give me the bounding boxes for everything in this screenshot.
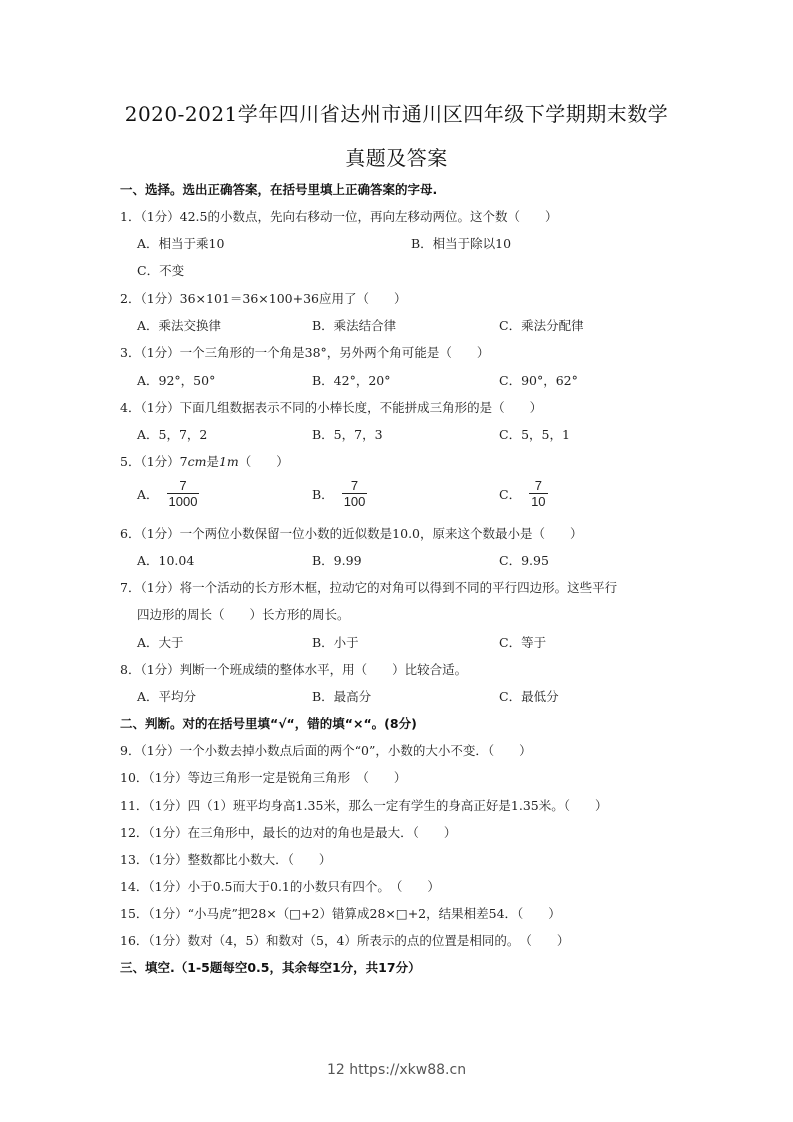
question-11-stem: 11．（1分）四（1）班平均身高1.35米，那么一定有学生的身高正好是1.35米。（ ） (120, 798, 608, 813)
document-title-line2: 真题及答案 (345, 146, 448, 170)
question-10-stem: 10．（1分）等边三角形一定是锐角三角形 （ ） (120, 770, 407, 785)
question-8-option-c: C．最低分 (499, 689, 559, 704)
question-9-stem: 9．（1分）一个小数去掉小数点后面的两个“0”，小数的大小不变．（ ） (120, 743, 532, 758)
question-1-stem: 1．（1分）42.5的小数点，先向右移动一位，再向左移动两位。这个数（ ） (120, 209, 558, 224)
question-5-option-b (312, 478, 367, 509)
question-5-prefix: 5．（1分）7 (120, 454, 188, 469)
question-3-option-a: A．92°，50° (137, 373, 216, 388)
fraction (167, 478, 200, 509)
fraction-denominator: 10 (531, 494, 546, 509)
question-2-stem: 2．（1分）36×101＝36×100+36应用了（ ） (120, 291, 407, 306)
question-12-stem: 12．（1分）在三角形中，最长的边对的角也是最大．（ ） (120, 825, 457, 840)
fraction-numerator: 7 (350, 478, 359, 493)
question-5-option-c (499, 478, 548, 509)
question-1-option-a: A．相当于乘10 (137, 236, 225, 251)
question-13-stem: 13．（1分）整数都比小数大．（ ） (120, 852, 332, 867)
question-4-stem: 4．（1分）下面几组数据表示不同的小棒长度，不能拼成三角形的是（ ） (120, 400, 543, 415)
question-5-mid: 是 (206, 454, 219, 469)
question-2-option-b: B．乘法结合律 (312, 318, 397, 333)
question-3-option-c: C．90°，62° (499, 373, 578, 388)
question-5-unit-m: 1m (218, 454, 239, 469)
question-3-stem: 3．（1分）一个三角形的一个角是38°，另外两个角可能是（ ） (120, 345, 490, 360)
option-label: B． (312, 486, 334, 502)
fraction-numerator: 7 (534, 478, 542, 493)
option-label: C． (499, 486, 522, 502)
fraction-denominator: 100 (343, 494, 366, 509)
page-footer: 12 https://xkw88.cn (326, 1062, 467, 1078)
question-4-option-a: A．5，7，2 (137, 427, 208, 442)
section-heading-fill-blank: 三、填空.（1-5题每空0.5，其余每空1分，共17分） (120, 960, 421, 975)
question-7-option-b: B．小于 (312, 635, 359, 650)
question-5-unit-cm: cm (187, 454, 207, 469)
question-6-option-b: B．9.99 (312, 553, 362, 568)
fraction-denominator: 1000 (168, 494, 198, 509)
question-15-stem: 15．（1分）“小马虎”把28×（□+2）错算成28×□+2，结果相差54．（ ） (120, 906, 561, 921)
question-7-stem: 7．（1分）将一个活动的长方形木框，拉动它的对角可以得到不同的平行四边形。这些平行 (120, 580, 618, 595)
question-8-option-a: A．平均分 (137, 689, 197, 704)
question-4-option-c: C．5，5，1 (499, 427, 570, 442)
question-1-option-b: B．相当于除以10 (411, 236, 512, 251)
section-heading-choice: 一、选择。选出正确答案，在括号里填上正确答案的字母. (120, 182, 438, 197)
question-5-option-a (137, 478, 199, 509)
question-7-option-a: A．大于 (137, 635, 184, 650)
question-3-option-b: B．42°，20° (312, 373, 391, 388)
question-16-stem: 16．（1分）数对（4，5）和数对（5，4）所表示的点的位置是相同的。 （ ） (120, 933, 570, 948)
question-1-option-c: C．不变 (137, 263, 185, 278)
question-2-option-a: A．乘法交换律 (137, 318, 222, 333)
question-7-stem-continued: 四边形的周长（ ）长方形的周长。 (137, 607, 350, 622)
question-5-stem (120, 452, 289, 470)
question-8-option-b: B．最高分 (312, 689, 372, 704)
question-8-stem: 8．（1分）判断一个班成绩的整体水平，用（ ）比较合适。 (120, 662, 468, 677)
question-6-stem: 6．（1分）一个两位小数保留一位小数的近似数是10.0，原来这个数最小是（ ） (120, 526, 583, 541)
fraction (529, 478, 547, 509)
question-6-option-a: A．10.04 (137, 553, 195, 568)
fraction-numerator: 7 (179, 478, 187, 493)
option-label: A． (137, 486, 159, 502)
question-7-option-c: C．等于 (499, 635, 547, 650)
section-heading-true-false: 二、判断。对的在括号里填“√“，错的填“×“。(8分) (120, 716, 417, 731)
fraction (342, 478, 368, 509)
question-2-option-c: C．乘法分配律 (499, 318, 584, 333)
document-title-line1: 2020-2021学年四川省达州市通川区四年级下学期期末数学 (124, 102, 669, 126)
question-6-option-c: C．9.95 (499, 553, 549, 568)
question-4-option-b: B．5，7，3 (312, 427, 383, 442)
question-14-stem: 14．（1分）小于0.5而大于0.1的小数只有四个。 （ ） (120, 879, 440, 894)
question-5-suffix: （ ） (238, 454, 289, 469)
